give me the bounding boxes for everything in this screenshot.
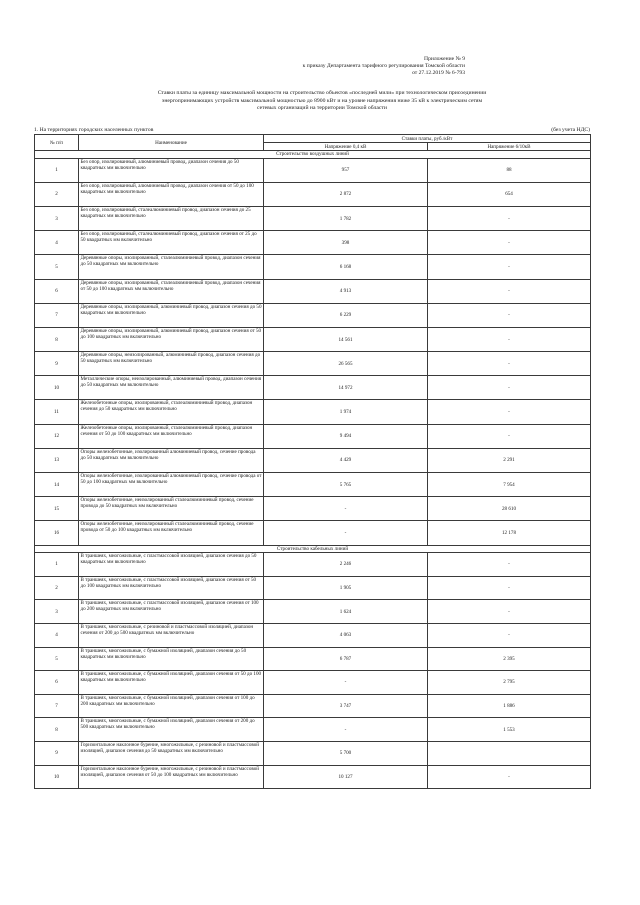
rate-610kv: - [428, 576, 591, 600]
table-row [35, 576, 591, 600]
rate-610kv: 1 553 [428, 718, 591, 742]
rate-04kv: 6 229 [264, 303, 428, 327]
row-number: 5 [35, 255, 79, 279]
title-line: сетевых организаций на территории Томской области [257, 105, 387, 112]
table-row [35, 231, 591, 255]
table-row [35, 647, 591, 671]
rate-610kv: - [428, 623, 591, 647]
document-title [52, 90, 592, 113]
table-row [35, 694, 591, 718]
row-number: 13 [35, 448, 79, 472]
table-row [35, 424, 591, 448]
rate-04kv: 1 974 [264, 400, 428, 424]
rate-610kv: 7 954 [428, 473, 591, 497]
row-name: Без опор, изолированный, сталеалюминиевый провод, диапазон сечения до 25 квадратных мм включительно [79, 206, 264, 230]
row-number: 6 [35, 279, 79, 303]
appendix-number: Приложение № 9 [424, 56, 465, 62]
row-number: 8 [35, 327, 79, 351]
row-name: Опоры железобетонные, изолированный алюминиевый провод, сечение провода до 50 квадратных мм включительно [79, 448, 264, 472]
row-name: Деревянные опоры, изолированный, алюминиевый провод, диапазон сечения до 50 квадратных мм включительно [79, 303, 264, 327]
header-voltage-610: Напряжение 6/10кВ [428, 143, 591, 151]
rate-04kv: - [264, 718, 428, 742]
rate-04kv: 1 624 [264, 600, 428, 624]
title-line: энергопринимающих устройств максимальной мощностью до 8900 кВт и на уровне напряжения ниже 35 кВ к электрическим сетям [161, 97, 483, 104]
rate-04kv: 1 905 [264, 576, 428, 600]
row-number: 16 [35, 521, 79, 545]
rate-04kv: - [264, 497, 428, 521]
rate-610kv: 88 [428, 158, 591, 182]
row-number: 4 [35, 231, 79, 255]
row-number: 11 [35, 400, 79, 424]
section-label: 1. На территориях городских населенных пунктов [34, 127, 154, 133]
row-name: Без опор, изолированный, алюминиевый провод, диапазон сечения до 50 квадратных мм включительно [79, 158, 264, 182]
table-row [35, 623, 591, 647]
rate-04kv: 1 782 [264, 206, 428, 230]
rates-table [34, 134, 591, 789]
row-number: 2 [35, 182, 79, 206]
rate-04kv: - [264, 671, 428, 695]
rate-04kv: 9 494 [264, 424, 428, 448]
table-row [35, 521, 591, 545]
rate-04kv: 3 747 [264, 694, 428, 718]
row-name: Без опор, изолированный, алюминиевый провод, диапазон сечения от 50 до 100 квадратных мм включительно [79, 182, 264, 206]
rate-610kv: - [428, 376, 591, 400]
rate-610kv: - [428, 231, 591, 255]
row-name: Опоры железобетонные, изолированный алюминиевый провод, сечение провода от 50 до 100 квадратных мм включительно [79, 473, 264, 497]
rate-610kv: 12 178 [428, 521, 591, 545]
rate-04kv: 4 913 [264, 279, 428, 303]
rate-04kv: 14 972 [264, 376, 428, 400]
table-row [35, 765, 591, 789]
row-number: 4 [35, 623, 79, 647]
rates-table-body [35, 151, 591, 789]
table-row [35, 741, 591, 765]
group-title: Строительство кабельных линий [35, 545, 591, 553]
rate-610kv: - [428, 327, 591, 351]
rate-04kv: 4 063 [264, 623, 428, 647]
row-number: 14 [35, 473, 79, 497]
header-name: Наименование [79, 135, 264, 151]
table-row [35, 718, 591, 742]
rate-610kv: - [428, 206, 591, 230]
row-name: Деревянные опоры, изолированный, сталеалюминиевый провод, диапазон сечения до 50 квадратных мм включительно [79, 255, 264, 279]
appendix-date: от 27.12.2019 № 6-793 [412, 70, 465, 77]
row-number: 9 [35, 352, 79, 376]
table-row [35, 303, 591, 327]
appendix-block [303, 56, 465, 78]
rate-04kv: 6 168 [264, 255, 428, 279]
rate-610kv [428, 741, 591, 765]
rate-04kv: 957 [264, 158, 428, 182]
rate-610kv: - [428, 765, 591, 789]
row-name: В траншеях, многожильные, с пластмассовой изоляцией, диапазон сечения от 50 до 100 квадратных мм включительно [79, 576, 264, 600]
table-row [35, 206, 591, 230]
title-line: Ставки платы за единицу максимальной мощности на строительство объектов «последней мили» при технологическом присоединении [157, 90, 487, 96]
rate-04kv: - [264, 521, 428, 545]
table-row [35, 671, 591, 695]
table-row [35, 497, 591, 521]
row-name: В траншеях, многожильные, с бумажной изоляцией, диапазон сечения от 200 до 500 квадратных мм включительно [79, 718, 264, 742]
rate-610kv: 2 395 [428, 647, 591, 671]
section-header [34, 126, 590, 134]
row-number: 15 [35, 497, 79, 521]
rate-04kv: 398 [264, 231, 428, 255]
row-number: 10 [35, 765, 79, 789]
row-number: 2 [35, 576, 79, 600]
row-number: 3 [35, 600, 79, 624]
row-number: 7 [35, 303, 79, 327]
table-row [35, 327, 591, 351]
row-name: Без опор, изолированный, сталеалюминиевый провод, диапазон сечения от 25 до 50 квадратных мм включительно [79, 231, 264, 255]
rate-04kv: 2 872 [264, 182, 428, 206]
row-name: Горизонтальное наклонное бурение, многожильные, с резиновой и пластмассовой изоляцией, диапазон сечения до 50 квадратных мм включительно [79, 741, 264, 765]
rate-04kv: 5 700 [264, 741, 428, 765]
rate-04kv: 6 787 [264, 647, 428, 671]
row-number: 6 [35, 671, 79, 695]
table-row [35, 600, 591, 624]
row-name: Горизонтальное наклонное бурение, многожильные, с резиновой и пластмассовой изоляцией, диапазон сечения от 50 до 100 квадратных мм включительно [79, 765, 264, 789]
rate-610kv: - [428, 553, 591, 577]
row-name: Деревянные опоры, изолированный, сталеалюминиевый провод, диапазон сечения от 50 до 100 квадратных мм включительно [79, 279, 264, 303]
rate-610kv: - [428, 424, 591, 448]
table-row [35, 473, 591, 497]
rate-04kv: 14 561 [264, 327, 428, 351]
row-name: Опоры железобетонные, неизолированный сталеалюминиевый провод, сечение провода до 50 квадратных мм включительно [79, 497, 264, 521]
row-name: Деревянные опоры, изолированный, алюминиевый провод, диапазон сечения от 50 до 100 квадратных мм включительно [79, 327, 264, 351]
vat-note: (без учета НДС) [551, 127, 590, 133]
row-number: 10 [35, 376, 79, 400]
row-name: В траншеях, многожильные, с пластмассовой изоляцией, диапазон сечения до 50 квадратных мм включительно [79, 553, 264, 577]
rate-04kv: 4 429 [264, 448, 428, 472]
rate-610kv: 654 [428, 182, 591, 206]
row-name: Железобетонные опоры, изолированный, сталеалюминиевый провод, диапазон сечения до 50 квадратных мм включительно [79, 400, 264, 424]
rate-610kv: - [428, 352, 591, 376]
row-name: В траншеях, многожильные, с бумажной изоляцией, диапазон сечения от 50 до 100 квадратных мм включительно [79, 671, 264, 695]
row-number: 1 [35, 158, 79, 182]
table-row [35, 352, 591, 376]
rate-610kv: 2 795 [428, 671, 591, 695]
header-voltage-04: Напряжение 0,4 кВ [264, 143, 428, 151]
table-row [35, 158, 591, 182]
row-name: В траншеях, многожильные, с бумажной изоляцией, диапазон сечения до 50 квадратных мм включительно [79, 647, 264, 671]
rate-610kv: 28 610 [428, 497, 591, 521]
rate-04kv: 26 565 [264, 352, 428, 376]
rate-610kv: 1 886 [428, 694, 591, 718]
row-number: 3 [35, 206, 79, 230]
row-number: 1 [35, 553, 79, 577]
table-row [35, 255, 591, 279]
table-row [35, 400, 591, 424]
appendix-order: к приказу Департамента тарифного регулирования Томской области [302, 63, 465, 70]
group-title: Строительство воздушных линий [35, 151, 591, 159]
rate-610kv: - [428, 255, 591, 279]
group-header-row [35, 151, 591, 159]
row-name: Металлические опоры, неизолированный, алюминиевый провод, диапазон сечения до 50 квадратных мм включительно [79, 376, 264, 400]
row-name: Железобетонные опоры, изолированный, сталеалюминиевый провод, диапазон сечения от 50 до 100 квадратных мм включительно [79, 424, 264, 448]
rate-04kv: 10 127 [264, 765, 428, 789]
table-row [35, 182, 591, 206]
row-name: В траншеях, многожильные, с пластмассовой изоляцией, диапазон сечения от 100 до 200 квадратных мм включительно [79, 600, 264, 624]
rate-04kv: 2 246 [264, 553, 428, 577]
row-number: 8 [35, 718, 79, 742]
rate-610kv: - [428, 303, 591, 327]
table-row [35, 279, 591, 303]
rate-610kv: 2 291 [428, 448, 591, 472]
row-number: 12 [35, 424, 79, 448]
rate-04kv: 5 765 [264, 473, 428, 497]
rate-610kv: - [428, 400, 591, 424]
group-header-row [35, 545, 591, 553]
header-rates: Ставки платы, руб./кВт [264, 135, 591, 143]
row-name: Деревянные опоры, неизолированный, алюминиевый провод, диапазон сечения до 50 квадратных мм включительно [79, 352, 264, 376]
row-number: 7 [35, 694, 79, 718]
row-name: В траншеях, многожильные, с резиновой и пластмассовой изоляцией, диапазон сечения от 200 до 500 квадратных мм включительно [79, 623, 264, 647]
rate-610kv: - [428, 600, 591, 624]
row-number: 5 [35, 647, 79, 671]
rate-610kv: - [428, 279, 591, 303]
row-name: В траншеях, многожильные, с бумажной изоляцией, диапазон сечения от 100 до 200 квадратных мм включительно [79, 694, 264, 718]
table-row [35, 448, 591, 472]
row-number: 9 [35, 741, 79, 765]
row-name: Опоры железобетонные, неизолированный сталеалюминиевый провод, сечение провода от 50 до 100 квадратных мм включительно [79, 521, 264, 545]
table-row [35, 376, 591, 400]
table-row [35, 553, 591, 577]
header-num: № п/п [35, 135, 79, 151]
